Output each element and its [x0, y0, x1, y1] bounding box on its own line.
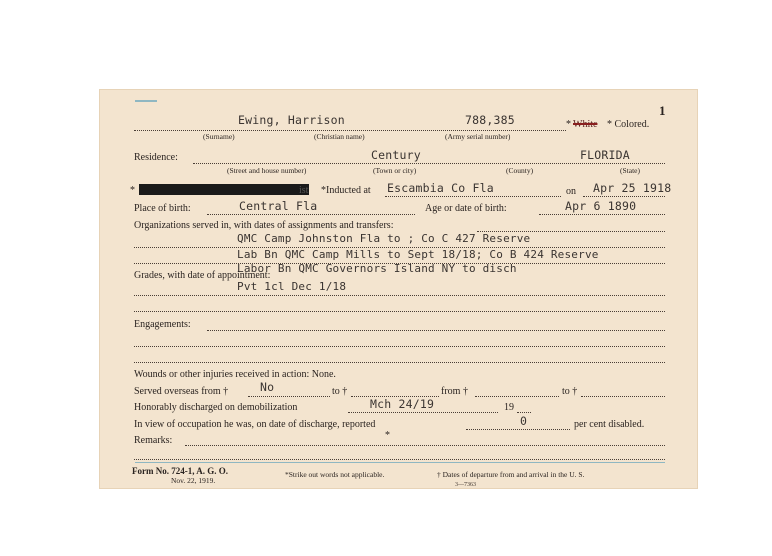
race-colored: * Colored.: [607, 119, 650, 130]
occupation-label: In view of occupation he was, on date of discharge, reported: [134, 419, 376, 430]
redacted-tail: ist: [299, 185, 309, 196]
typed-state: FLORIDA: [580, 148, 630, 162]
typed-disability-percent: 0: [520, 414, 528, 428]
service-record-card: [99, 89, 698, 489]
residence-label: Residence:: [134, 152, 178, 163]
grades-rule-1: [134, 295, 665, 296]
name-line-rule: [134, 130, 566, 131]
overseas-from2-rule: [475, 396, 559, 397]
form-number: Form No. 724-1, A. G. O.: [132, 466, 228, 476]
induction-date-rule: [583, 196, 665, 197]
org-line-3: Labor Bn QMC Governors Island NY to disch: [237, 262, 517, 275]
organizations-label: Organizations served in, with dates of assignments and transfers:: [134, 220, 394, 231]
typed-induction-place: Escambia Co Fla: [387, 181, 494, 195]
grades-label: Grades, with date of appointment:: [134, 270, 271, 281]
redaction-bar: [139, 184, 309, 195]
percent-disabled-label: per cent disabled.: [574, 419, 645, 430]
typed-discharge-date: Mch 24/19: [370, 397, 435, 411]
induction-star: *: [130, 185, 135, 196]
race-star: *: [566, 119, 571, 130]
remarks-rule-1: [185, 445, 665, 446]
remarks-rule-2: [134, 459, 665, 460]
race-white-struck: White: [573, 119, 598, 130]
birth-date-rule: [539, 214, 665, 215]
overseas-to-label: to †: [332, 386, 348, 397]
typed-birth-place: Central Fla: [239, 199, 318, 213]
disability-rule: [466, 429, 570, 430]
wounds-label: Wounds or other injuries received in action: None.: [134, 369, 336, 380]
typed-serial-number: 788,385: [465, 113, 515, 127]
discharge-label: Honorably discharged on demobilization: [134, 402, 298, 413]
engagements-rule-2: [134, 346, 665, 347]
age-label: Age or date of birth:: [425, 203, 507, 214]
place-of-birth-label: Place of birth:: [134, 203, 191, 214]
engagements-rule-3: [134, 362, 665, 363]
strike-out-note: *Strike out words not applicable.: [285, 470, 385, 479]
served-overseas-label: Served overseas from †: [134, 386, 229, 397]
printer-code: 3—7363: [455, 482, 476, 488]
discharge-date-rule: [348, 412, 498, 413]
form-date: Nov. 22, 1919.: [171, 476, 216, 485]
typed-grade: Pvt 1cl Dec 1/18: [237, 280, 347, 293]
label-christian-name: (Christian name): [314, 132, 365, 141]
label-army-serial: (Army serial number): [445, 132, 511, 141]
sub-street: (Street and house number): [227, 166, 307, 175]
remarks-mark: *: [385, 430, 390, 441]
card-number: 1: [659, 103, 666, 118]
bottom-tick: [135, 462, 665, 463]
overseas-to2-label: to †: [562, 386, 578, 397]
typed-name: Ewing, Harrison: [238, 113, 345, 127]
birth-place-rule: [207, 214, 415, 215]
engagements-label: Engagements:: [134, 319, 191, 330]
overseas-to2-rule: [581, 396, 665, 397]
overseas-from2-label: from †: [441, 386, 468, 397]
sub-state: (State): [620, 166, 640, 175]
residence-rule: [193, 163, 665, 164]
typed-city: Century: [371, 148, 421, 162]
org-line-2: Lab Bn QMC Camp Mills to Sept 18/18; Co B 424 Reserve: [237, 248, 599, 261]
sub-town: (Town or city): [373, 166, 417, 175]
inducted-at-label: *Inducted at: [321, 185, 371, 196]
typed-induction-date: Apr 25 1918: [593, 181, 672, 195]
sub-county: (County): [506, 166, 534, 175]
typed-overseas-from: No: [260, 380, 275, 394]
label-surname: (Surname): [203, 132, 235, 141]
top-left-tick: [135, 100, 157, 102]
induction-place-rule: [385, 196, 561, 197]
overseas-from-rule: [248, 396, 330, 397]
grades-rule-2: [134, 311, 665, 312]
on-label: on: [566, 186, 576, 197]
discharge-year-label: 19: [504, 402, 514, 413]
typed-birth-date: Apr 6 1890: [565, 199, 637, 213]
engagements-rule-1: [207, 330, 665, 331]
remarks-label: Remarks:: [134, 435, 173, 446]
discharge-year-rule: [517, 412, 531, 413]
org-line-1: QMC Camp Johnston Fla to ; Co C 427 Reserve: [237, 232, 531, 245]
dates-note: † Dates of departure from and arrival in the U. S.: [437, 470, 585, 479]
